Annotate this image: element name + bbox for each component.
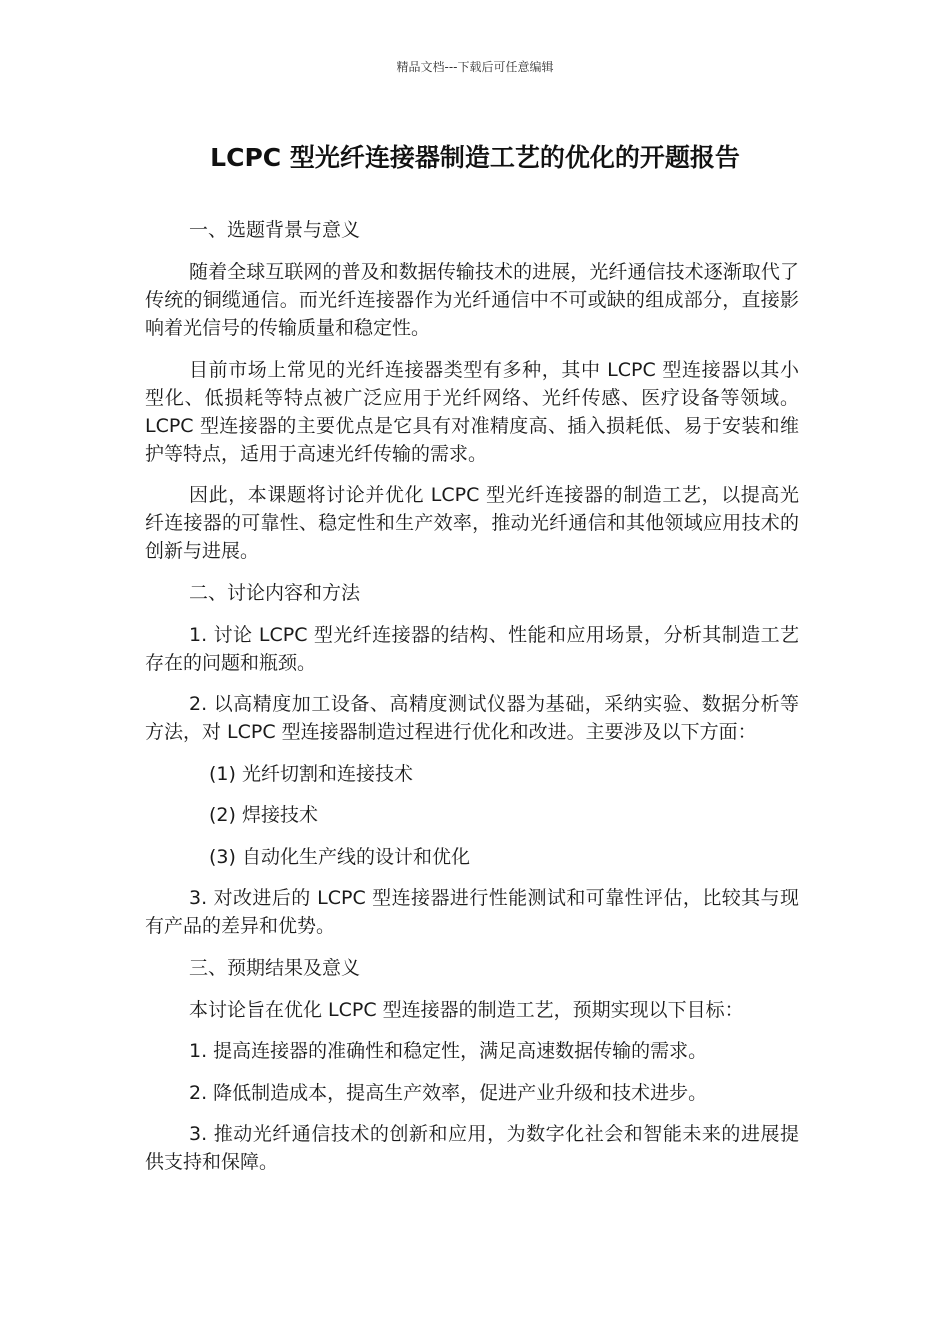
- section-heading-background: 一、选题背景与意义: [189, 219, 361, 241]
- list-item: 3. 对改进后的 LCPC 型连接器进行性能测试和可靠性评估，比较其与现有产品的差异和优势。: [145, 887, 799, 937]
- paragraph: 因此，本课题将讨论并优化 LCPC 型光纤连接器的制造工艺，以提高光纤连接器的可靠性、稳定性和生产效率，推动光纤通信和其他领域应用技术的创新与进展。: [145, 484, 799, 562]
- sub-list-item: (2) 焊接技术: [209, 804, 318, 826]
- sub-list-item: (3) 自动化生产线的设计和优化: [209, 845, 470, 868]
- paragraph: 本讨论旨在优化 LCPC 型连接器的制造工艺，预期实现以下目标：: [189, 998, 744, 1021]
- paragraph: 随着全球互联网的普及和数据传输技术的进展，光纤通信技术逐渐取代了传统的铜缆通信。而光纤连接器作为光纤通信中不可或缺的组成部分，直接影响着光信号的传输质量和稳定性。: [145, 261, 799, 339]
- list-item: 1. 讨论 LCPC 型光纤连接器的结构、性能和应用场景，分析其制造工艺存在的问题和瓶颈。: [145, 623, 799, 674]
- list-item: 2. 以高精度加工设备、高精度测试仪器为基础，采纳实验、数据分析等方法，对 LCPC 型连接器制造过程进行优化和改进。主要涉及以下方面：: [145, 693, 799, 743]
- section-heading-results: 三、预期结果及意义: [189, 956, 361, 979]
- list-item: 3. 推动光纤通信技术的创新和应用，为数字化社会和智能未来的进展提供支持和保障。: [145, 1123, 799, 1173]
- header-note: 精品文档---下载后可任意编辑: [396, 60, 554, 74]
- list-item: 1. 提高连接器的准确性和稳定性，满足高速数据传输的需求。: [189, 1040, 708, 1062]
- document-body: [145, 216, 799, 1190]
- list-item: 2. 降低制造成本，提高生产效率，促进产业升级和技术进步。: [189, 1081, 708, 1104]
- section-heading-methods: 二、讨论内容和方法: [189, 581, 361, 604]
- document-title: LCPC 型光纤连接器制造工艺的优化的开题报告: [210, 143, 740, 172]
- paragraph: 目前市场上常见的光纤连接器类型有多种，其中 LCPC 型连接器以其小型化、低损耗等特点被广泛应用于光纤网络、光纤传感、医疗设备等领域。LCPC 型连接器的主要优点是它具有对准精度高、插入损耗低、易于安装和维护等特点，适用于高速光纤传输的需求。: [145, 358, 799, 465]
- sub-list-item: (1) 光纤切割和连接技术: [209, 762, 413, 785]
